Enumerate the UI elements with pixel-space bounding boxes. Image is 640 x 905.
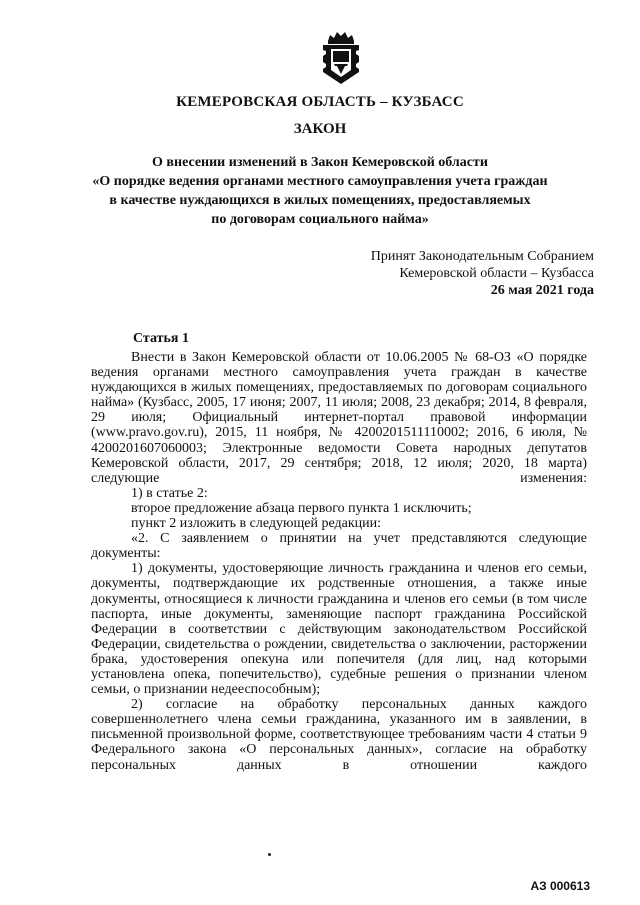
document-type: ЗАКОН [293,121,347,137]
adoption-block [371,248,594,299]
article-paragraph: второе предложение абзаца первого пункта 1 исключить; [131,500,472,516]
article-paragraph: 1) в статье 2: [131,485,208,501]
law-title-line: в качестве нуждающихся в жилых помещениях, предоставляемых [109,193,531,208]
article-paragraph: Внести в Закон Кемеровской области от 10.06.2005 № 68-ОЗ «О порядке ведения органами местного самоуправления учета граждан в качестве нуждающихся в жилых помещениях, предоставляемых по договорам социального найма» (Кузбасс, 2005, 17 июня; 2007, 11 июля; 2008, 23 декабря; 2014, 8 февраля, 29 июля; Официальный интернет-портал правовой информации (www.pravo.gov.ru), 2015, 11 ноября, № 4200201511110002; 2016, 6 июля, № 4200201607060003; Электронные ведомости Совета народных депутатов Кемеровской области, 2017, 29 сентября; 2018, 12 июля; 2020, 18 марта) следующие изменения: [91,350,587,486]
article-paragraph: «2. С заявлением о принятии на учет представляются следующие документы: [91,531,587,562]
kuzbass-coat-of-arms [320,30,362,86]
law-title-line: О внесении изменений в Закон Кемеровской области [152,155,488,170]
law-title-line: «О порядке ведения органами местного самоуправления учета граждан [92,174,548,189]
article-paragraph: 2) согласие на обработку персональных данных каждого совершеннолетнего члена семьи гражданина, указанного им в заявлении, в письменной произвольной форме, соответствующее требованиям части 4 статьи 9 Федерального закона «О персональных данных», согласие на обработку персональных данных в отношении каждого [91,697,587,773]
article-paragraph: 1) документы, удостоверяющие личность гражданина и членов его семьи, документы, подтверждающие их родственные отношения, а также иные документы, относящиеся к личности гражданина и членов его семьи (в том числе паспорта, иные документы, заменяющие паспорт гражданина Российской Федерации в соответствии с действующим законодательством Российской Федерации, свидетельства о рождении, свидетельства о заключении, расторжении брака, удостоверения опекуна или попечителя (для лиц, над которыми установлена опека, попечительство), судебные решения о признании членом семьи, о признании недееспособным); [91,561,587,698]
region-heading: КЕМЕРОВСКАЯ ОБЛАСТЬ – КУЗБАСС [176,94,464,110]
serial-number: АЗ 000613 [530,879,590,893]
article-body [91,350,587,773]
article-paragraph: пункт 2 изложить в следующей редакции: [131,516,381,532]
adopted-by: Принят Законодательным Собранием [370,249,594,264]
law-title-line: по договорам социального найма» [211,212,429,227]
page-dot [268,853,271,856]
article-heading: Статья 1 [133,331,189,346]
adopted-by-body: Кемеровской области – Кузбасса [399,266,594,281]
adoption-date: 26 мая 2021 года [490,283,594,298]
